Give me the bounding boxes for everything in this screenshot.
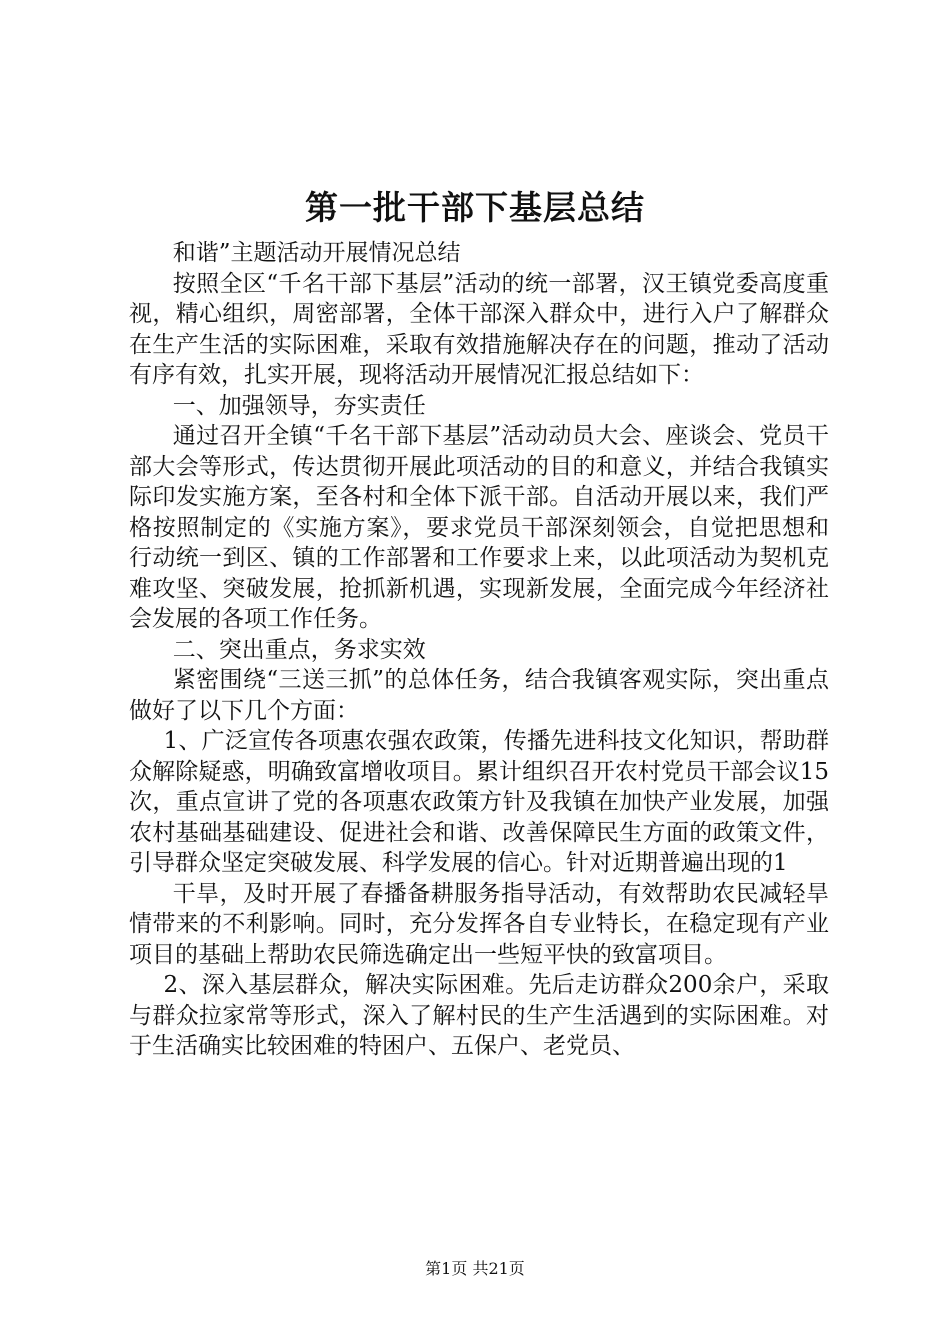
paragraph-section-1: 通过召开全镇“千名干部下基层”活动动员大会、座谈会、党员干部大会等形式，传达贯彻开展此项活动的目的和意义，并结合我镇实际印发实施方案，至各村和全体下派干部。自活动开展以来，我们严格按照制定的《实施方案》，要求党员干部深刻领会，自觉把思想和行动统一到区、镇的工作部署和工作要求上来，以此项活动为契机克难攻坚、突破发展，抢抓新机遇，实现新发展，全面完成今年经济社会发展的各项工作任务。 — [129, 423, 829, 632]
section-heading-2: 二、突出重点，务求实效 — [172, 636, 426, 663]
document-body — [129, 238, 829, 1062]
paragraph-item-1-cont: 干旱，及时开展了春播备耕服务指导活动，有效帮助农民减轻旱情带来的不利影响。同时，充分发挥各自专业特长，在稳定现有产业项目的基础上帮助农民筛选确定出一些短平快的致富项目。 — [129, 880, 829, 968]
paragraph-intro: 按照全区“千名干部下基层”活动的统一部署，汉王镇党委高度重视，精心组织，周密部署，全体干部深入群众中，进行入户了解群众在生产生活的实际困难，采取有效措施解决存在的问题，推动了活动有序有效，扎实开展，现将活动开展情况汇报总结如下： — [129, 270, 829, 388]
paragraph-section-2: 紧密围绕“三送三抓”的总体任务，结合我镇客观实际，突出重点做好了以下几个方面： — [129, 667, 829, 724]
page-footer: 第1页 共21页 — [425, 1259, 525, 1278]
paragraph-item-2: 2、深入基层群众，解决实际困难。先后走访群众200余户，采取与群众拉家常等形式，深入了解村民的生产生活遇到的实际困难。对于生活确实比较困难的特困户、五保户、老党员、 — [129, 972, 829, 1059]
paragraph-subtitle: 和谐”主题活动开展情况总结 — [172, 240, 461, 266]
section-heading-1: 一、加强领导，夯实责任 — [172, 392, 426, 419]
paragraph-item-1: 1、广泛宣传各项惠农强农政策，传播先进科技文化知识，帮助群众解除疑惑，明确致富增收项目。累计组织召开农村党员干部会议15次，重点宣讲了党的各项惠农政策方针及我镇在加快产业发展，加强农村基础基础建设、促进社会和谐、改善保障民生方面的政策文件，引导群众坚定突破发展、科学发展的信心。针对近期普遍出现的1 — [129, 728, 829, 876]
document-title: 第一批干部下基层总结 — [305, 188, 645, 227]
